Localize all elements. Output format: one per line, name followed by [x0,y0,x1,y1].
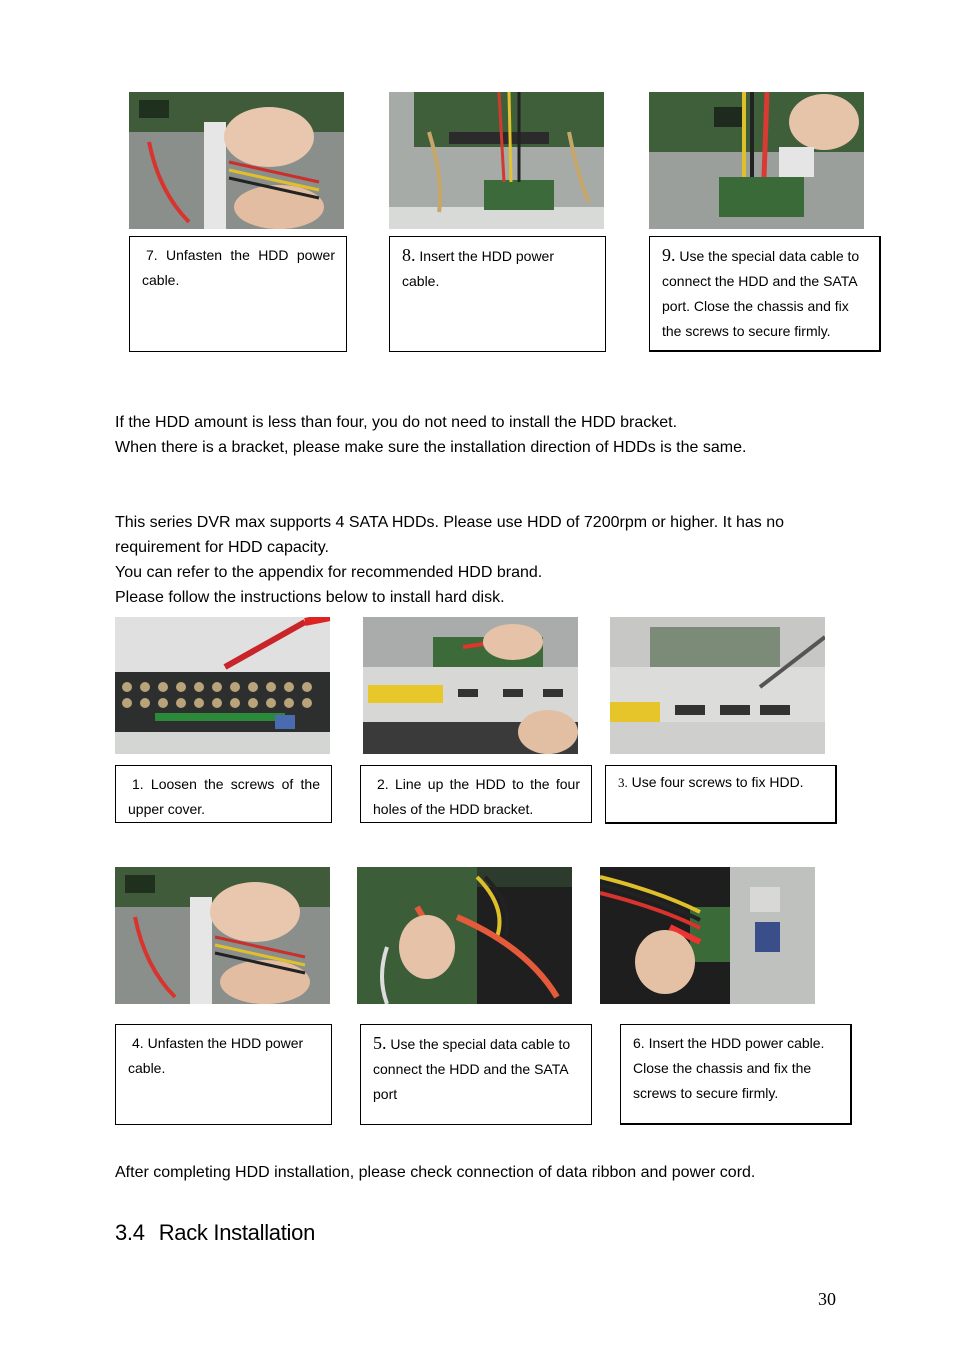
caption-step-9 [649,236,881,352]
note-bracket-direction: When there is a bracket, please make sure the installation direction of HDDs is the same. [115,439,747,456]
caption-step-3-number: 3. [618,775,628,790]
caption-step-4 [115,1024,332,1125]
caption-step-2-text: Line up the HDD to the four holes of the HDD bracket. [373,776,580,817]
photo-fix-hdd-screws [610,617,825,754]
intro-appendix-reference: You can refer to the appendix for recommended HDD brand. [115,564,543,581]
caption-step-6 [620,1024,852,1125]
caption-step-6-number: 6. [633,1035,645,1051]
caption-step-1 [115,765,332,823]
note-check-connections: After completing HDD installation, please check connection of data ribbon and power cord. [115,1164,756,1181]
caption-step-8-number: 8. [402,245,416,265]
intro-follow-instructions: Please follow the instructions below to install hard disk. [115,589,505,606]
page-number: 30 [818,1289,836,1309]
photo-loosen-screws [115,617,330,754]
photo-connect-sata-b [357,867,572,1004]
caption-step-9-number: 9. [662,245,676,265]
photo-unfasten-power-cable-b [115,867,330,1004]
intro-sata-support: This series DVR max supports 4 SATA HDDs. Please use HDD of 7200rpm or higher. It has no requirement for HDD capacity. [115,514,785,556]
caption-step-1-number: 1. [132,776,144,792]
caption-step-5 [360,1024,592,1125]
caption-step-4-number: 4. [132,1035,144,1051]
caption-step-7 [129,236,347,352]
caption-step-2 [360,765,592,823]
caption-step-5-number: 5. [373,1033,387,1053]
photo-insert-power-cable-b [600,867,815,1004]
section-heading [115,1220,315,1246]
caption-step-1-text: Loosen the screws of the upper cover. [128,776,320,817]
caption-step-9-text: Use the special data cable to connect the HDD and the SATA port. Close the chassis and fix the screws to secure firmly. [662,248,860,339]
caption-step-3-text: Use four screws to fix HDD. [627,774,804,790]
photo-connect-sata-a [649,92,864,229]
photo-insert-power-cable-a [389,92,604,229]
caption-step-8-text: Insert the HDD power cable. [402,248,554,289]
note-bracket-not-needed: If the HDD amount is less than four, you do not need to install the HDD bracket. [115,414,678,431]
caption-step-5-text: Use the special data cable to connect the HDD and the SATA port [373,1036,571,1102]
caption-step-6-text: Insert the HDD power cable. Close the chassis and fix the screws to secure firmly. [633,1035,825,1101]
caption-step-8 [389,236,606,352]
photo-unfasten-power-cable-a [129,92,344,229]
caption-step-3 [605,765,837,824]
caption-step-2-number: 2. [377,776,389,792]
section-title: Rack Installation [158,1220,315,1245]
caption-step-7-text: Unfasten the HDD power cable. [142,247,335,288]
section-number: 3.4 [115,1220,145,1245]
caption-step-7-number: 7. [146,247,158,263]
photo-line-up-hdd [363,617,578,754]
caption-step-4-text: Unfasten the HDD power cable. [128,1035,304,1076]
